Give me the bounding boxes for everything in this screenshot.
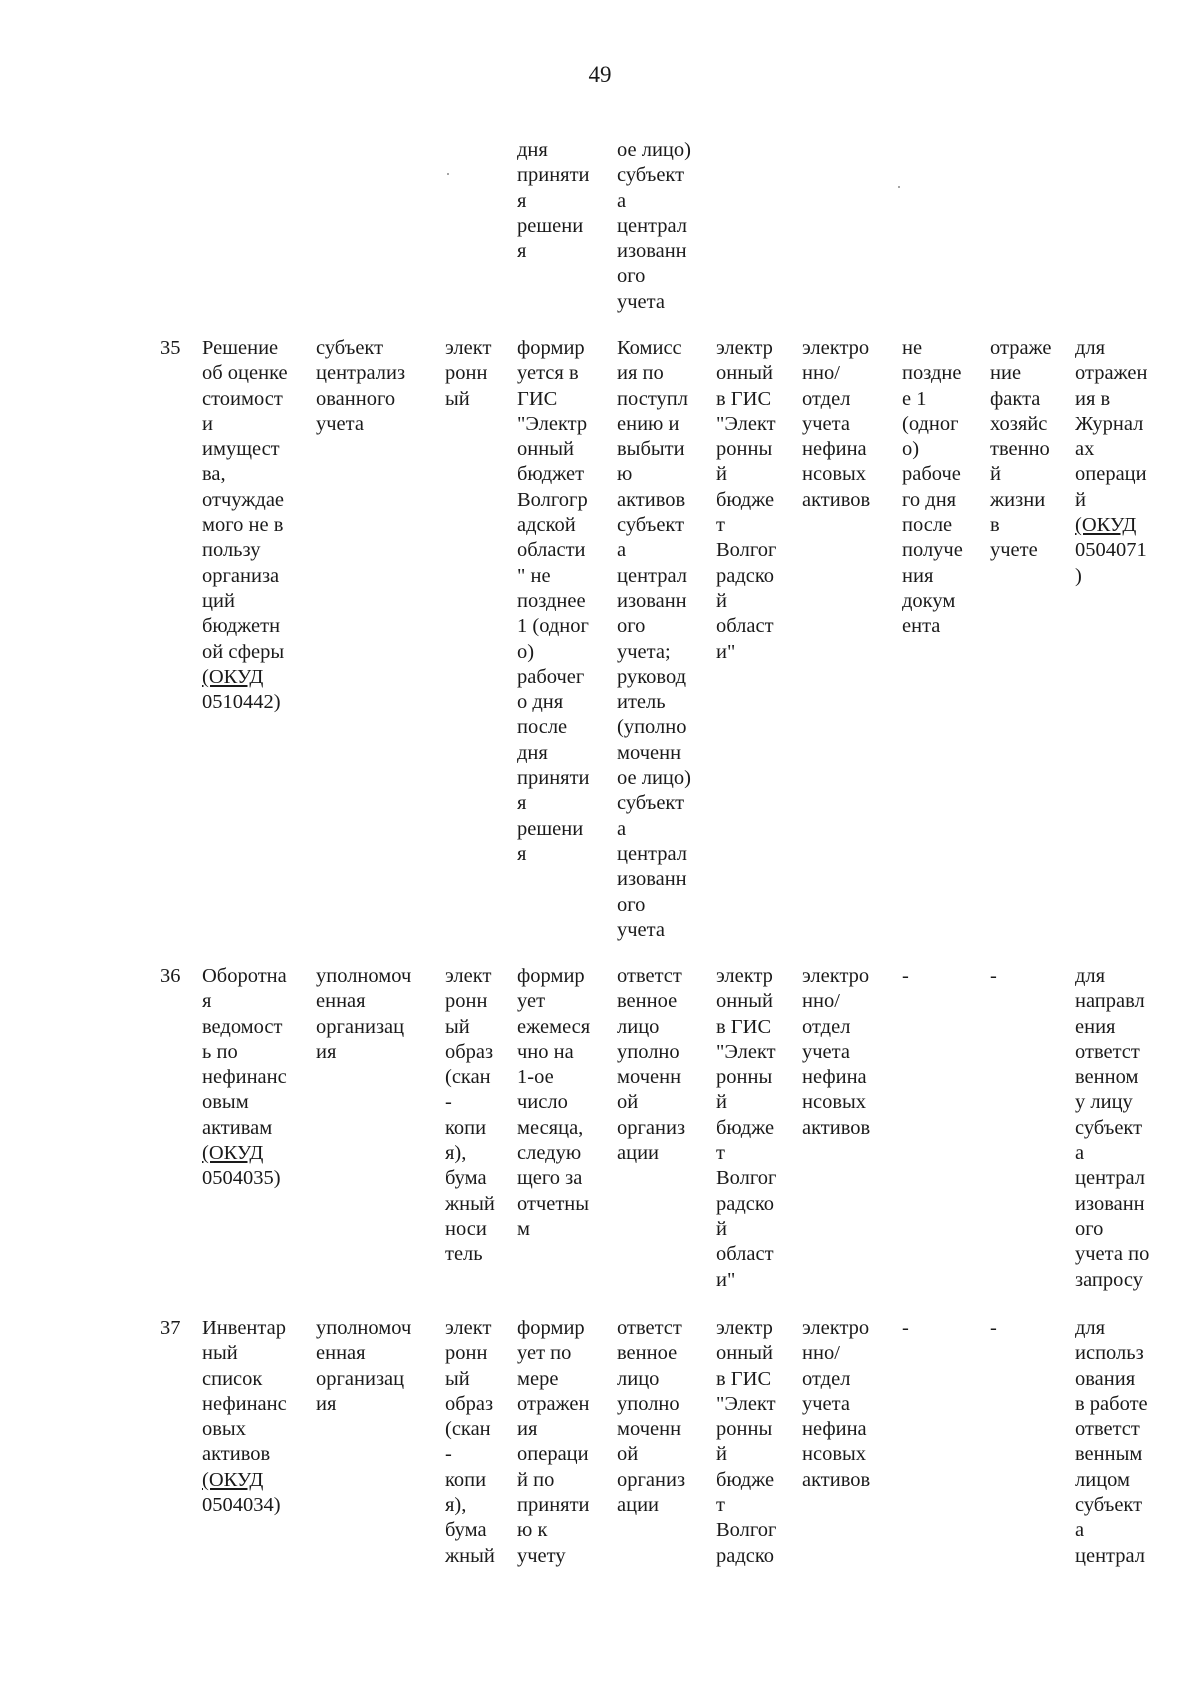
processing-action: - [990,965,997,987]
document-form: элект ронн ый [445,337,492,410]
formation-term: формир ует ежемеся чно на 1-ое число месяца, следую щего за отчетны м [517,965,591,1240]
processing-term: - [902,1317,909,1339]
okud-link[interactable]: (ОКУД [1075,514,1137,537]
transfer-method: электр онный в ГИС "Элект ронны й бюдже т Волгог радско й област и" [716,337,777,663]
signatory: ответст венное лицо уполно моченн ой организ ации [617,965,686,1165]
document-form: элект ронн ый образ (скан - копи я), бума жный носи тель [445,965,495,1266]
scan-speck [898,186,900,188]
continuation-col4: дня приняти я решени я [517,139,590,263]
document-name-cell [202,964,287,1192]
purpose: для использ ования в работе ответст венным лицом субъект а централ [1075,1317,1148,1567]
okud-code: 0504071 ) [1075,539,1147,587]
responsible-subject: субъект централиз ованного учета [316,337,406,435]
recipient: электро нно/ отдел учета нефина нсовых активов [802,965,871,1139]
okud-code: 0504035) [202,1167,281,1190]
processing-term: - [902,965,909,987]
row-number: 37 [160,1317,181,1339]
document-form: элект ронн ый образ (скан - копи я), бума жный [445,1317,495,1567]
formation-term: формир уется в ГИС "Электр онный бюджет Волгогр адской области " не позднее 1 (одног о) рабочег о дня после дня приняти я решени я [517,337,590,865]
document-name: Инвентар ный список нефинанс овых активов [202,1317,287,1466]
formation-term: формир ует по мере отражен ия операци й по приняти ю к учету [517,1317,590,1567]
processing-action: - [990,1317,997,1339]
page-number: 49 [588,62,612,87]
continuation-col5: ое лицо) субъект а централ изованн ого учета [617,139,691,313]
purpose-cell [1075,336,1148,589]
processing-action: отраже ние факта хозяйс твенно й жизни в учете [990,337,1052,562]
signatory: ответст венное лицо уполно моченн ой организ ации [617,1317,686,1517]
scan-speck [447,173,449,175]
okud-link[interactable]: (ОКУД [202,665,264,688]
document-name: Оборотна я ведомост ь по нефинанс овым активам [202,965,287,1139]
signatory: Комисс ия по поступл ению и выбыти ю активов субъект а централ изованн ого учета; руковод итель (уполно моченн ое лицо) субъект а централ изованн ого учета [617,337,691,941]
okud-code: 0504034) [202,1494,281,1517]
document-name-cell [202,1316,287,1518]
okud-link[interactable]: (ОКУД [202,1142,264,1165]
recipient: электро нно/ отдел учета нефина нсовых активов [802,1317,871,1491]
transfer-method: электр онный в ГИС "Элект ронны й бюдже т Волгог радско й област и" [716,965,777,1291]
responsible-subject: уполномоч енная организац ия [316,965,412,1063]
responsible-subject: уполномоч енная организац ия [316,1317,412,1415]
row-number: 36 [160,965,181,987]
purpose-text: для отражен ия в Журнал ах операци й [1075,337,1148,511]
document-name-cell [202,336,288,715]
okud-link[interactable]: (ОКУД [202,1468,264,1491]
okud-code: 0510442) [202,691,281,714]
document-name: Решение об оценке стоимост и имущест ва, отчуждае мого не в пользу организа ций бюджетн ой сферы [202,337,288,663]
transfer-method: электр онный в ГИС "Элект ронны й бюдже т Волгог радско [716,1317,777,1567]
purpose: для направл ения ответст венном у лицу субъект а централ изованн ого учета по запросу [1075,965,1150,1291]
row-number: 35 [160,337,181,359]
processing-term: не поздне е 1 (одног о) рабоче го дня после получе ния докум ента [902,337,963,638]
recipient: электро нно/ отдел учета нефина нсовых активов [802,337,871,511]
